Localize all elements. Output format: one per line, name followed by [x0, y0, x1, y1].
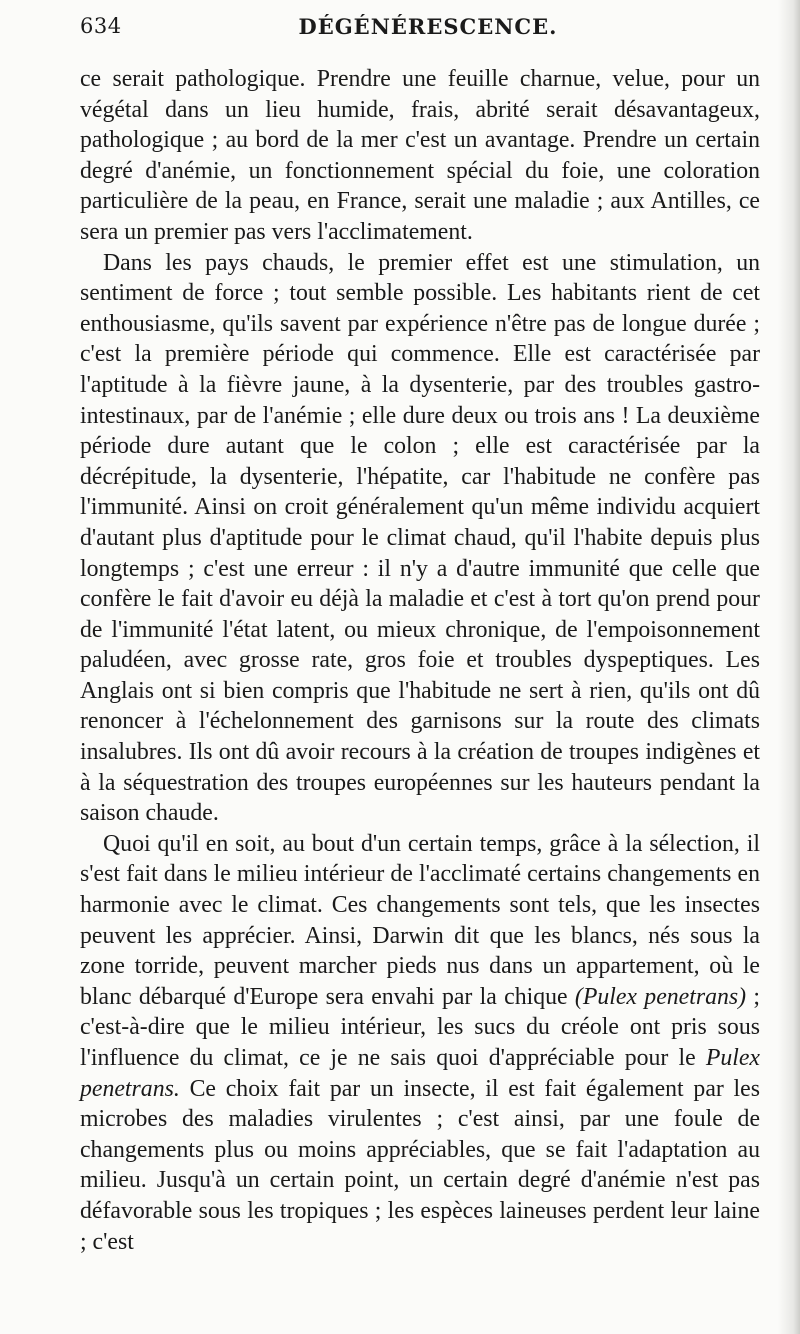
running-head: [80, 14, 760, 44]
page-title: DÉGÉNÉRESCENCE.: [298, 14, 558, 39]
page-number: 634: [80, 14, 122, 38]
paragraph-1: ce serait pathologique. Prendre une feuille charnue, velue, pour un végétal dans un lieu humide, frais, abrité serait désavantageux, pathologique ; au bord de la mer c'est un avantage. Prendre un certain degré d'anémie, un fonctionnement spécial du foie, une coloration particulière de la peau, en France, serait une maladie ; aux Antilles, ce sera un premier pas vers l'acclimatement.: [80, 66, 760, 245]
paragraph-3-text-a: Quoi qu'il en soit, au bout d'un certain temps, grâce à la sélection, il s'est fait dans le milieu intérieur de l'acclimaté certains changements en harmonie avec le climat. Ces changements sont tels, que les insectes peuvent les apprécier. Ainsi, Darwin dit que les blancs, nés sous la zone torride, peuvent marcher pieds nus dans un appartement, où le blanc débarqué d'Europe sera envahi par la chique: [80, 830, 760, 1010]
species-name-italic-2: Pulex penetrans.: [80, 1045, 760, 1102]
page-edge-shadow: [778, 0, 800, 1334]
species-name-italic: (Pulex penetrans): [574, 983, 747, 1010]
paragraph-2: Dans les pays chauds, le premier effet est une stimulation, un sentiment de force ; tout semble possible. Les habitants rient de cet enthousiasme, qu'ils savent par expérience n'être pas de longue durée ; c'est la première période qui commence. Elle est caractérisée par l'aptitude à la fièvre jaune, à la dysenterie, par des troubles gastro-intestinaux, par de l'anémie ; elle dure deux ou trois ans ! La deuxième période dure autant que le colon ; elle est caractérisée par la décrépitude, la dysenterie, l'hépatite, car l'habitude ne confère pas l'immunité. Ainsi on croit généralement qu'un même individu acquiert d'autant plus d'aptitude pour le climat chaud, qu'il l'habite depuis plus longtemps ; c'est une erreur : il n'y a d'autre immunité que celle que confère le fait d'avoir eu déjà la maladie et c'est à tort qu'on prend pour de l'immunité l'état latent, ou mieux chronique, de l'empoisonnement paludéen, avec grosse rate, gros foie et troubles dyspeptiques. Les Anglais ont si bien compris que l'habitude ne sert à rien, qu'ils ont dû renoncer à l'échelonnement des garnisons sur la route des climats insalubres. Ils ont dû avoir recours à la création de troupes indigènes et à la séquestration des troupes européennes sur les hauteurs pendant la saison chaude.: [80, 249, 760, 827]
paragraph-3-text-c: Ce choix fait par un insecte, il est fait également par les microbes des maladies virulentes ; c'est ainsi, par une foule de changements plus ou moins appréciables, que se fait l'adaptation au milieu. Jusqu'à un certain point, un certain degré d'anémie n'est pas défavorable sous les tropiques ; les espèces laineuses perdent leur laine ; c'est: [80, 1075, 760, 1255]
paragraph-3-text-b: ; c'est-à-dire que le milieu intérieur, les sucs du créole ont pris sous l'influence du climat, ce je ne sais quoi d'appréciable pour le: [80, 983, 761, 1071]
body-text: [80, 64, 760, 1257]
paragraph-3: [80, 829, 760, 1257]
